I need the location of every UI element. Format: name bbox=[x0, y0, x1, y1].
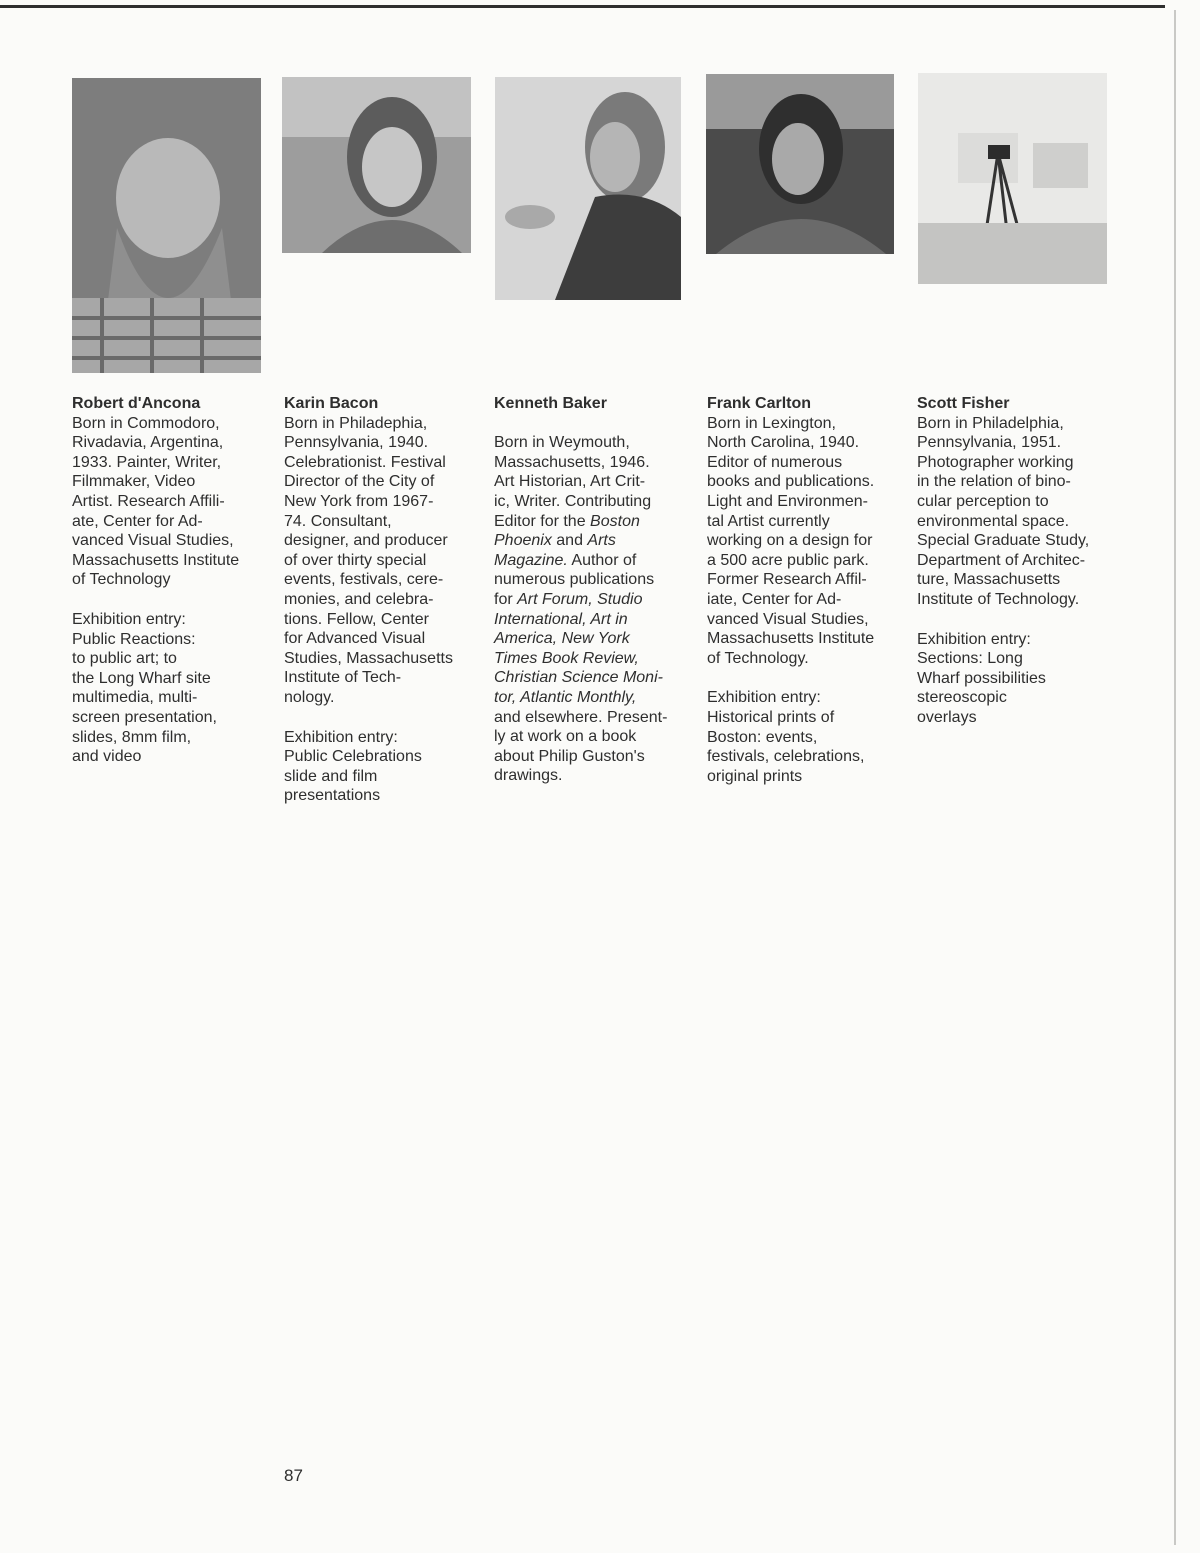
bio-text: and bbox=[551, 532, 588, 550]
portrait-kenneth-baker bbox=[495, 77, 681, 300]
person-bio: Born in Lexington, North Carolina, 1940. Editor of numerous books and publications. Light and Environmen- tal Artist currently working on a design for a 500 acre public park. Former Research Affil- iate, Center for Ad- vanced Visual Studies, Massachusetts Institute of Technology. bbox=[707, 414, 875, 667]
bio-column-scott-fisher bbox=[917, 394, 1117, 728]
bio-column-kenneth-baker bbox=[494, 394, 694, 786]
bio-text: Author of numerous publications for bbox=[494, 551, 655, 608]
person-name: Robert d'Ancona bbox=[72, 395, 201, 412]
exhibition-entry: Exhibition entry: Historical prints of Boston: events, festivals, celebrations, original prints bbox=[707, 689, 865, 785]
person-name: Kenneth Baker bbox=[494, 395, 607, 412]
portrait-frank-carlton bbox=[706, 74, 894, 254]
bio-text: Born in Weymouth, Massachusetts, 1946. Art Historian, Art Crit- ic, Writer. Contributing Editor for the bbox=[494, 434, 652, 530]
portrait-robert-dancona bbox=[72, 78, 261, 373]
person-name: Scott Fisher bbox=[917, 395, 1010, 412]
person-bio bbox=[494, 414, 694, 786]
top-rule bbox=[0, 5, 1165, 8]
page-number: 87 bbox=[284, 1466, 303, 1485]
person-bio: Born in Philadelphia, Pennsylvania, 1951. Photographer working in the relation of bino- cular perception to environmental space. Special Graduate Study, Department of Architec- ture, Massachusetts Institute of Technology. bbox=[917, 414, 1090, 608]
photo-scott-fisher bbox=[918, 73, 1107, 284]
bio-text: and elsewhere. Present- ly at work on a book about Philip Guston's drawings. bbox=[494, 708, 668, 785]
exhibition-entry: Exhibition entry: Public Reactions: to public art; to the Long Wharf site multimedia, multi- screen presentation, slides, 8mm film, and video bbox=[72, 610, 217, 766]
page-edge bbox=[1174, 10, 1176, 1545]
person-name: Karin Bacon bbox=[284, 395, 379, 412]
bio-column-robert-dancona bbox=[72, 394, 272, 767]
bio-italic: Art Forum, Studio International, Art in America, New York Times Book Review, Christian Science Moni- tor, Atlantic Monthly, bbox=[494, 590, 663, 706]
person-bio: Born in Commodoro, Rivadavia, Argentina, 1933. Painter, Writer, Filmmaker, Video Artist. Research Affili- ate, Center for Ad- vanced Visual Studies, Massachusetts Institute of Technology bbox=[72, 414, 240, 589]
person-bio: Born in Philadephia, Pennsylvania, 1940. Celebrationist. Festival Director of the City of New York from 1967- 74. Consultant, designer, and producer of over thirty special events, festivals, cere- monies, and celebra- tions. Fellow, Center for Advanced Visual Studies, Massachusetts Institute of Tech- nology. bbox=[284, 414, 453, 706]
bio-italic: Boston Phoenix bbox=[494, 512, 640, 550]
exhibition-entry: Exhibition entry: Sections: Long Wharf possibilities stereoscopic overlays bbox=[917, 630, 1046, 726]
portrait-karin-bacon bbox=[282, 77, 471, 253]
bio-italic: Arts Magazine. bbox=[494, 532, 616, 569]
bio-column-frank-carlton bbox=[707, 394, 907, 786]
person-name: Frank Carlton bbox=[707, 395, 812, 412]
bio-column-karin-bacon bbox=[284, 394, 484, 806]
exhibition-entry: Exhibition entry: Public Celebrations slide and film presentations bbox=[284, 728, 422, 805]
